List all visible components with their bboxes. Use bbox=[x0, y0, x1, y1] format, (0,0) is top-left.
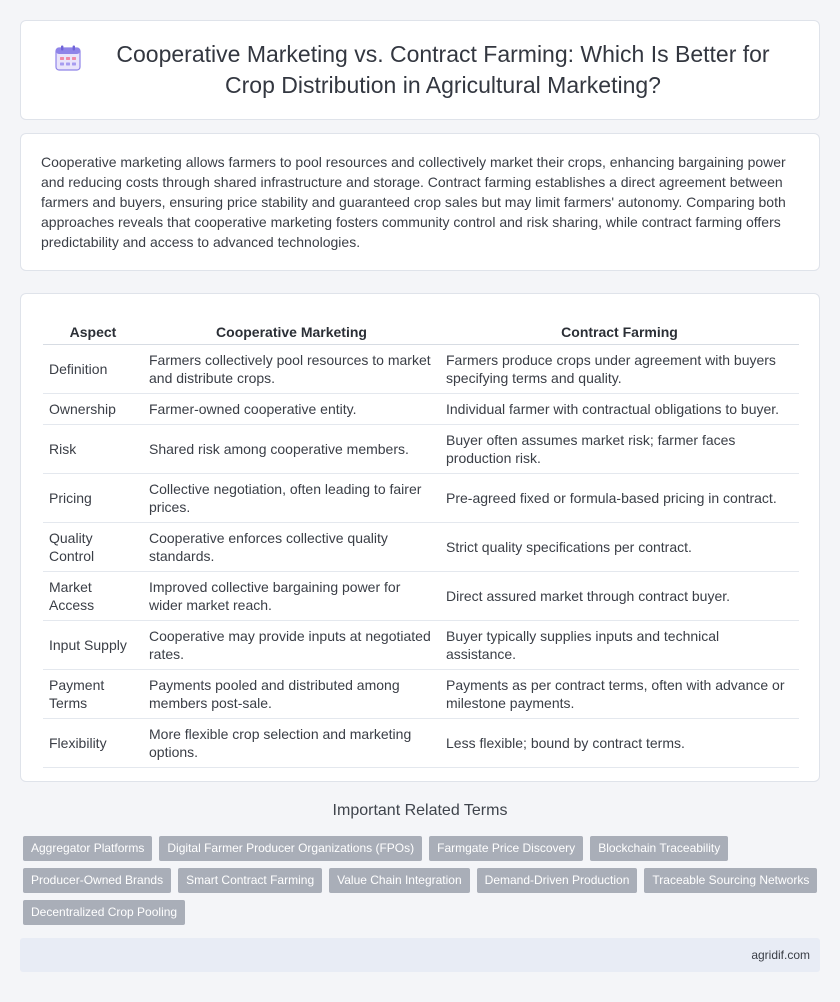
row-cooperative-value: Collective negotiation, often leading to fairer prices. bbox=[143, 473, 440, 522]
row-aspect: Definition bbox=[43, 344, 143, 393]
row-cooperative-value: Improved collective bargaining power for wider market reach. bbox=[143, 571, 440, 620]
row-contract-value: Less flexible; bound by contract terms. bbox=[440, 718, 799, 767]
comparison-card bbox=[20, 293, 820, 782]
related-term-tag[interactable]: Smart Contract Farming bbox=[178, 868, 322, 893]
row-aspect: Risk bbox=[43, 424, 143, 473]
table-row bbox=[43, 393, 799, 424]
table-row bbox=[43, 571, 799, 620]
related-terms-list bbox=[23, 836, 823, 925]
row-contract-value: Farmers produce crops under agreement with buyers specifying terms and quality. bbox=[440, 344, 799, 393]
footer-bar bbox=[20, 938, 820, 972]
table-row bbox=[43, 718, 799, 767]
row-contract-value: Strict quality specifications per contract. bbox=[440, 522, 799, 571]
intro-paragraph: Cooperative marketing allows farmers to pool resources and collectively market their crops, enhancing bargaining power and reducing costs through shared infrastructure and storage. Contract farming establishes a direct agreement between farmers and buyers, ensuring price stability and guaranteed crop sales but may limit farmers' autonomy. Comparing both approaches reveals that cooperative marketing fosters community control and risk sharing, while contract farming offers predictability and access to advanced technologies. bbox=[41, 154, 786, 250]
related-term-tag[interactable]: Aggregator Platforms bbox=[23, 836, 152, 861]
table-row bbox=[43, 669, 799, 718]
row-aspect: Quality Control bbox=[43, 522, 143, 571]
row-contract-value: Individual farmer with contractual obligations to buyer. bbox=[440, 393, 799, 424]
row-aspect: Payment Terms bbox=[43, 669, 143, 718]
related-term-tag[interactable]: Producer-Owned Brands bbox=[23, 868, 171, 893]
row-cooperative-value: Payments pooled and distributed among members post-sale. bbox=[143, 669, 440, 718]
row-aspect: Ownership bbox=[43, 393, 143, 424]
related-term-tag[interactable]: Value Chain Integration bbox=[329, 868, 470, 893]
row-contract-value: Direct assured market through contract buyer. bbox=[440, 571, 799, 620]
table-row bbox=[43, 424, 799, 473]
table-header-row bbox=[43, 313, 799, 344]
table-row bbox=[43, 522, 799, 571]
row-aspect: Input Supply bbox=[43, 620, 143, 669]
table-row bbox=[43, 473, 799, 522]
related-term-tag[interactable]: Farmgate Price Discovery bbox=[429, 836, 583, 861]
row-aspect: Pricing bbox=[43, 473, 143, 522]
related-term-tag[interactable]: Decentralized Crop Pooling bbox=[23, 900, 185, 925]
table-row bbox=[43, 344, 799, 393]
related-terms-title: Important Related Terms bbox=[332, 802, 508, 819]
comparison-table bbox=[43, 313, 799, 768]
row-cooperative-value: More flexible crop selection and marketing options. bbox=[143, 718, 440, 767]
table-row bbox=[43, 620, 799, 669]
row-contract-value: Buyer typically supplies inputs and technical assistance. bbox=[440, 620, 799, 669]
row-cooperative-value: Cooperative may provide inputs at negotiated rates. bbox=[143, 620, 440, 669]
header-contract-farming: Contract Farming bbox=[440, 313, 799, 344]
row-contract-value: Pre-agreed fixed or formula-based pricing in contract. bbox=[440, 473, 799, 522]
related-term-tag[interactable]: Traceable Sourcing Networks bbox=[644, 868, 817, 893]
row-contract-value: Buyer often assumes market risk; farmer faces production risk. bbox=[440, 424, 799, 473]
calendar-grid-icon bbox=[55, 45, 81, 71]
row-cooperative-value: Shared risk among cooperative members. bbox=[143, 424, 440, 473]
row-cooperative-value: Farmer-owned cooperative entity. bbox=[143, 393, 440, 424]
row-cooperative-value: Farmers collectively pool resources to market and distribute crops. bbox=[143, 344, 440, 393]
title-card bbox=[20, 20, 820, 120]
footer-site-link[interactable]: agridif.com bbox=[751, 948, 810, 962]
row-aspect: Market Access bbox=[43, 571, 143, 620]
page-title: Cooperative Marketing vs. Contract Farming: Which Is Better for Crop Distribution in Agricultural Marketing? bbox=[116, 41, 770, 98]
intro-card bbox=[20, 133, 820, 271]
row-contract-value: Payments as per contract terms, often with advance or milestone payments. bbox=[440, 669, 799, 718]
header-cooperative-marketing: Cooperative Marketing bbox=[143, 313, 440, 344]
header-aspect: Aspect bbox=[43, 313, 143, 344]
related-term-tag[interactable]: Blockchain Traceability bbox=[590, 836, 728, 861]
related-term-tag[interactable]: Demand-Driven Production bbox=[477, 868, 638, 893]
row-aspect: Flexibility bbox=[43, 718, 143, 767]
row-cooperative-value: Cooperative enforces collective quality standards. bbox=[143, 522, 440, 571]
title-wrap bbox=[21, 39, 819, 101]
related-term-tag[interactable]: Digital Farmer Producer Organizations (FPOs) bbox=[159, 836, 422, 861]
